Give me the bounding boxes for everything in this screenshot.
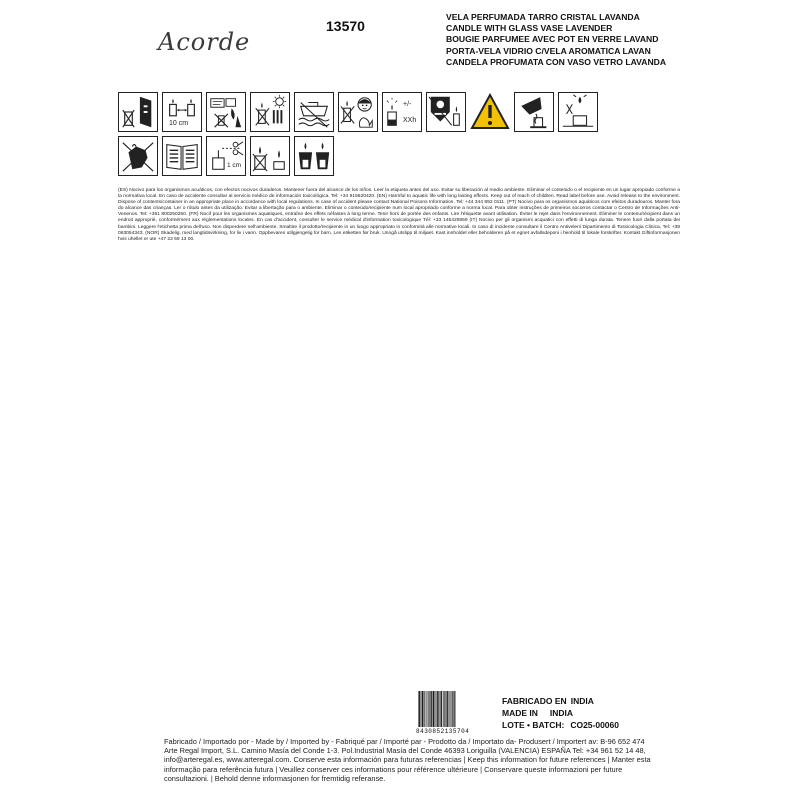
product-code: 13570 <box>326 18 365 34</box>
barcode-bar <box>441 691 442 727</box>
barcode-bar <box>426 691 427 727</box>
barcode-bar <box>447 691 448 727</box>
safety-icons-row-2 <box>118 136 678 176</box>
no-heat-icon <box>250 92 290 132</box>
barcode-bar <box>454 691 455 727</box>
footer-line-4: informação para referência futura | Veuillez conserver ces informations pour référence ultérieure | Conservare queste informazioni per future <box>164 764 623 774</box>
safety-icons-row-1 <box>118 92 678 132</box>
candle-distance-icon <box>162 92 202 132</box>
no-touch-icon <box>118 136 158 176</box>
barcode-bar <box>449 691 450 727</box>
batch-value: CO25-00060 <box>570 720 619 730</box>
made-in-label-es: FABRICADO EN <box>502 696 567 706</box>
barcode-bar <box>446 691 447 727</box>
product-titles <box>446 12 706 68</box>
barcode-bars <box>416 691 484 727</box>
barcode-bar <box>422 691 423 727</box>
burn-hours-label: XXh <box>403 117 417 124</box>
product-title-it: CANDELA PROFUMATA CON VASO VETRO LAVANDA <box>446 56 667 67</box>
footer-line-3: info@arteregal.es, www.arteregal.com. Conserve esta información para futuras referencias | Keep this information for future references | Manter esta <box>164 755 651 765</box>
barcode-bar <box>433 691 434 727</box>
barcode-bar <box>444 691 445 727</box>
made-in-label-en: MADE IN <box>502 708 538 718</box>
footer-line-2: Arte Regal Import, S.L. Camino Masía del Conde 1-3. Pol.Industrial Masía del Conde 46393 Loriguilla (VALENCIA) ESPAÑA Tel: +34 961 52 14 48, <box>164 746 646 756</box>
no-water-icon <box>294 92 334 132</box>
barcode-bar <box>438 691 439 727</box>
product-title-es: VELA PERFUMADA TARRO CRISTAL LAVANDA <box>446 12 640 22</box>
barcode-bar <box>453 691 454 727</box>
origin-info <box>502 695 619 731</box>
product-title-fr: BOUGIE PARFUMEE AVEC POT EN VERRE LAVAND <box>446 34 659 45</box>
distance-label: 10 cm <box>169 120 189 127</box>
no-unattended-icon <box>426 92 466 132</box>
barcode-bar <box>440 691 441 727</box>
barcode-bar <box>430 691 431 727</box>
barcode-bar <box>428 691 429 727</box>
read-instructions-icon <box>162 136 202 176</box>
barcode <box>416 691 484 739</box>
barcode-bar <box>436 691 437 727</box>
extinguish-icon <box>514 92 554 132</box>
barcode-bar <box>419 691 420 727</box>
burn-time-label: +/- <box>403 101 412 108</box>
product-title-en: CANDLE WITH GLASS VASE LAVENDER <box>446 23 613 34</box>
product-title-pt: PORTA-VELA VIDRIO C/VELA AROMATICA LAVAN <box>446 45 651 56</box>
no-children-pets-icon <box>338 92 378 132</box>
footer-line-1: Fabricado / Importado por - Made by / Imported by - Fabriqué par / Importé par - Prodotto da / Importato da- Produsert / Importert av: B-96 652 474 <box>164 737 645 746</box>
barcode-bar <box>435 691 436 727</box>
barcode-bar <box>424 691 425 727</box>
candle-stop-icon <box>250 136 290 176</box>
made-in-value-en: INDIA <box>549 708 574 718</box>
safety-icons <box>118 92 678 180</box>
footer-line-5: consultazioni. | Behold denne informasjonen for fremtidig referanse. <box>164 773 386 783</box>
no-draft-icon <box>118 92 158 132</box>
warning-icon <box>470 92 510 132</box>
brand-logo <box>150 20 250 68</box>
trim-wick-icon <box>206 136 246 176</box>
barcode-bar <box>418 691 419 727</box>
made-in-value-es: INDIA <box>570 696 594 706</box>
barcode-bar <box>431 691 432 727</box>
no-flammable-icon <box>206 92 246 132</box>
barcode-bar <box>437 691 438 727</box>
wick-length-label: 1 cm <box>227 162 242 169</box>
safety-warnings-text: (ES) Nocivo para los organismos acuáticos, con efectos nocivos duraderos. Mantener fuera del alcance de los niños. Leer la etiqueta antes del uso. Evitar su liberación al medio ambiente. Eliminar el contenido o el recipiente en un lugar apropiado conforme a la normativa local. En caso de accidente consultar al servicio médico de información toxicológica. Tel: +34 915620420. (EN) Harmful to aquatic life with long lasting effects. Keep out of reach of children. Read label before use. Avoid release to the environment. Dispose of contents/container in an appropriate place in accordance with local regulations. In case of accident please contact National Poisons Information. Tel: +44 344 892 0111. (PT) Nocivo para os organismos aquáticos com efeitos duradouros. Manter fora do alcance das crianças. Ler o rótulo antes da utilização. Evitar a libertação para o ambiente. Eliminar o conteúdo/recipiente num local apropriado conforme a norma local. Para obter instruções de primeiros socorros contactar o Centro de Informações Anti-Venenos. Tel: +351 800250250. (FR) Nocif pour les organismes aquatiques, entraîne des effets néfastes à long terme. Tenir hors de portée des enfants. Lire l'étiquette avant utilisation. Éviter le rejet dans l'environnement. Éliminer le contenu/récipient dans un endroit approprié, conformément aux réglementations locales. En cas d'accident, consulter le service médical d'information toxicologique Tél: +33 145425959 (IT) Nocivo per gli organismi acquatici con effetti di lunga durata. Tenere fuori dalla portata dei bambini. Leggere l'etichetta prima dell'uso. Non disperdere nell'ambiente. Smaltire il prodotto/recipiente in un luogo appropriato in conformità alle normative locali. In caso di incidente consultare il Centro Antiveleni Dipartimento di Tossicologia Clinica, Tel: +39 063054343. (NOR) Skadelig, med langtidsvirkning, for liv i vann. Oppbevares utilgjengelig for barn. Les etiketten før bruk. Unngå utslipp til miljøet. Kast innholdet eller beholderen på et egnet avfallsdeponi i henhold til lokale forskrifter. Kontakt Giftinformasjonen hvis uhellet er ute +47 22 59 13 00. <box>118 188 680 242</box>
burn-time-icon <box>382 92 422 132</box>
batch-label: LOTE • BATCH: <box>502 720 565 730</box>
no-moving-icon <box>558 92 598 132</box>
importer-footer <box>164 737 684 783</box>
glass-holder-icon <box>294 136 334 176</box>
barcode-bar <box>450 691 451 727</box>
barcode-bar <box>427 691 428 727</box>
barcode-bar <box>443 691 444 727</box>
brand-logo-text: Acorde <box>158 28 251 56</box>
barcode-number: 8430852135704 <box>416 728 470 735</box>
barcode-bar <box>452 691 453 727</box>
barcode-bar <box>421 691 422 727</box>
